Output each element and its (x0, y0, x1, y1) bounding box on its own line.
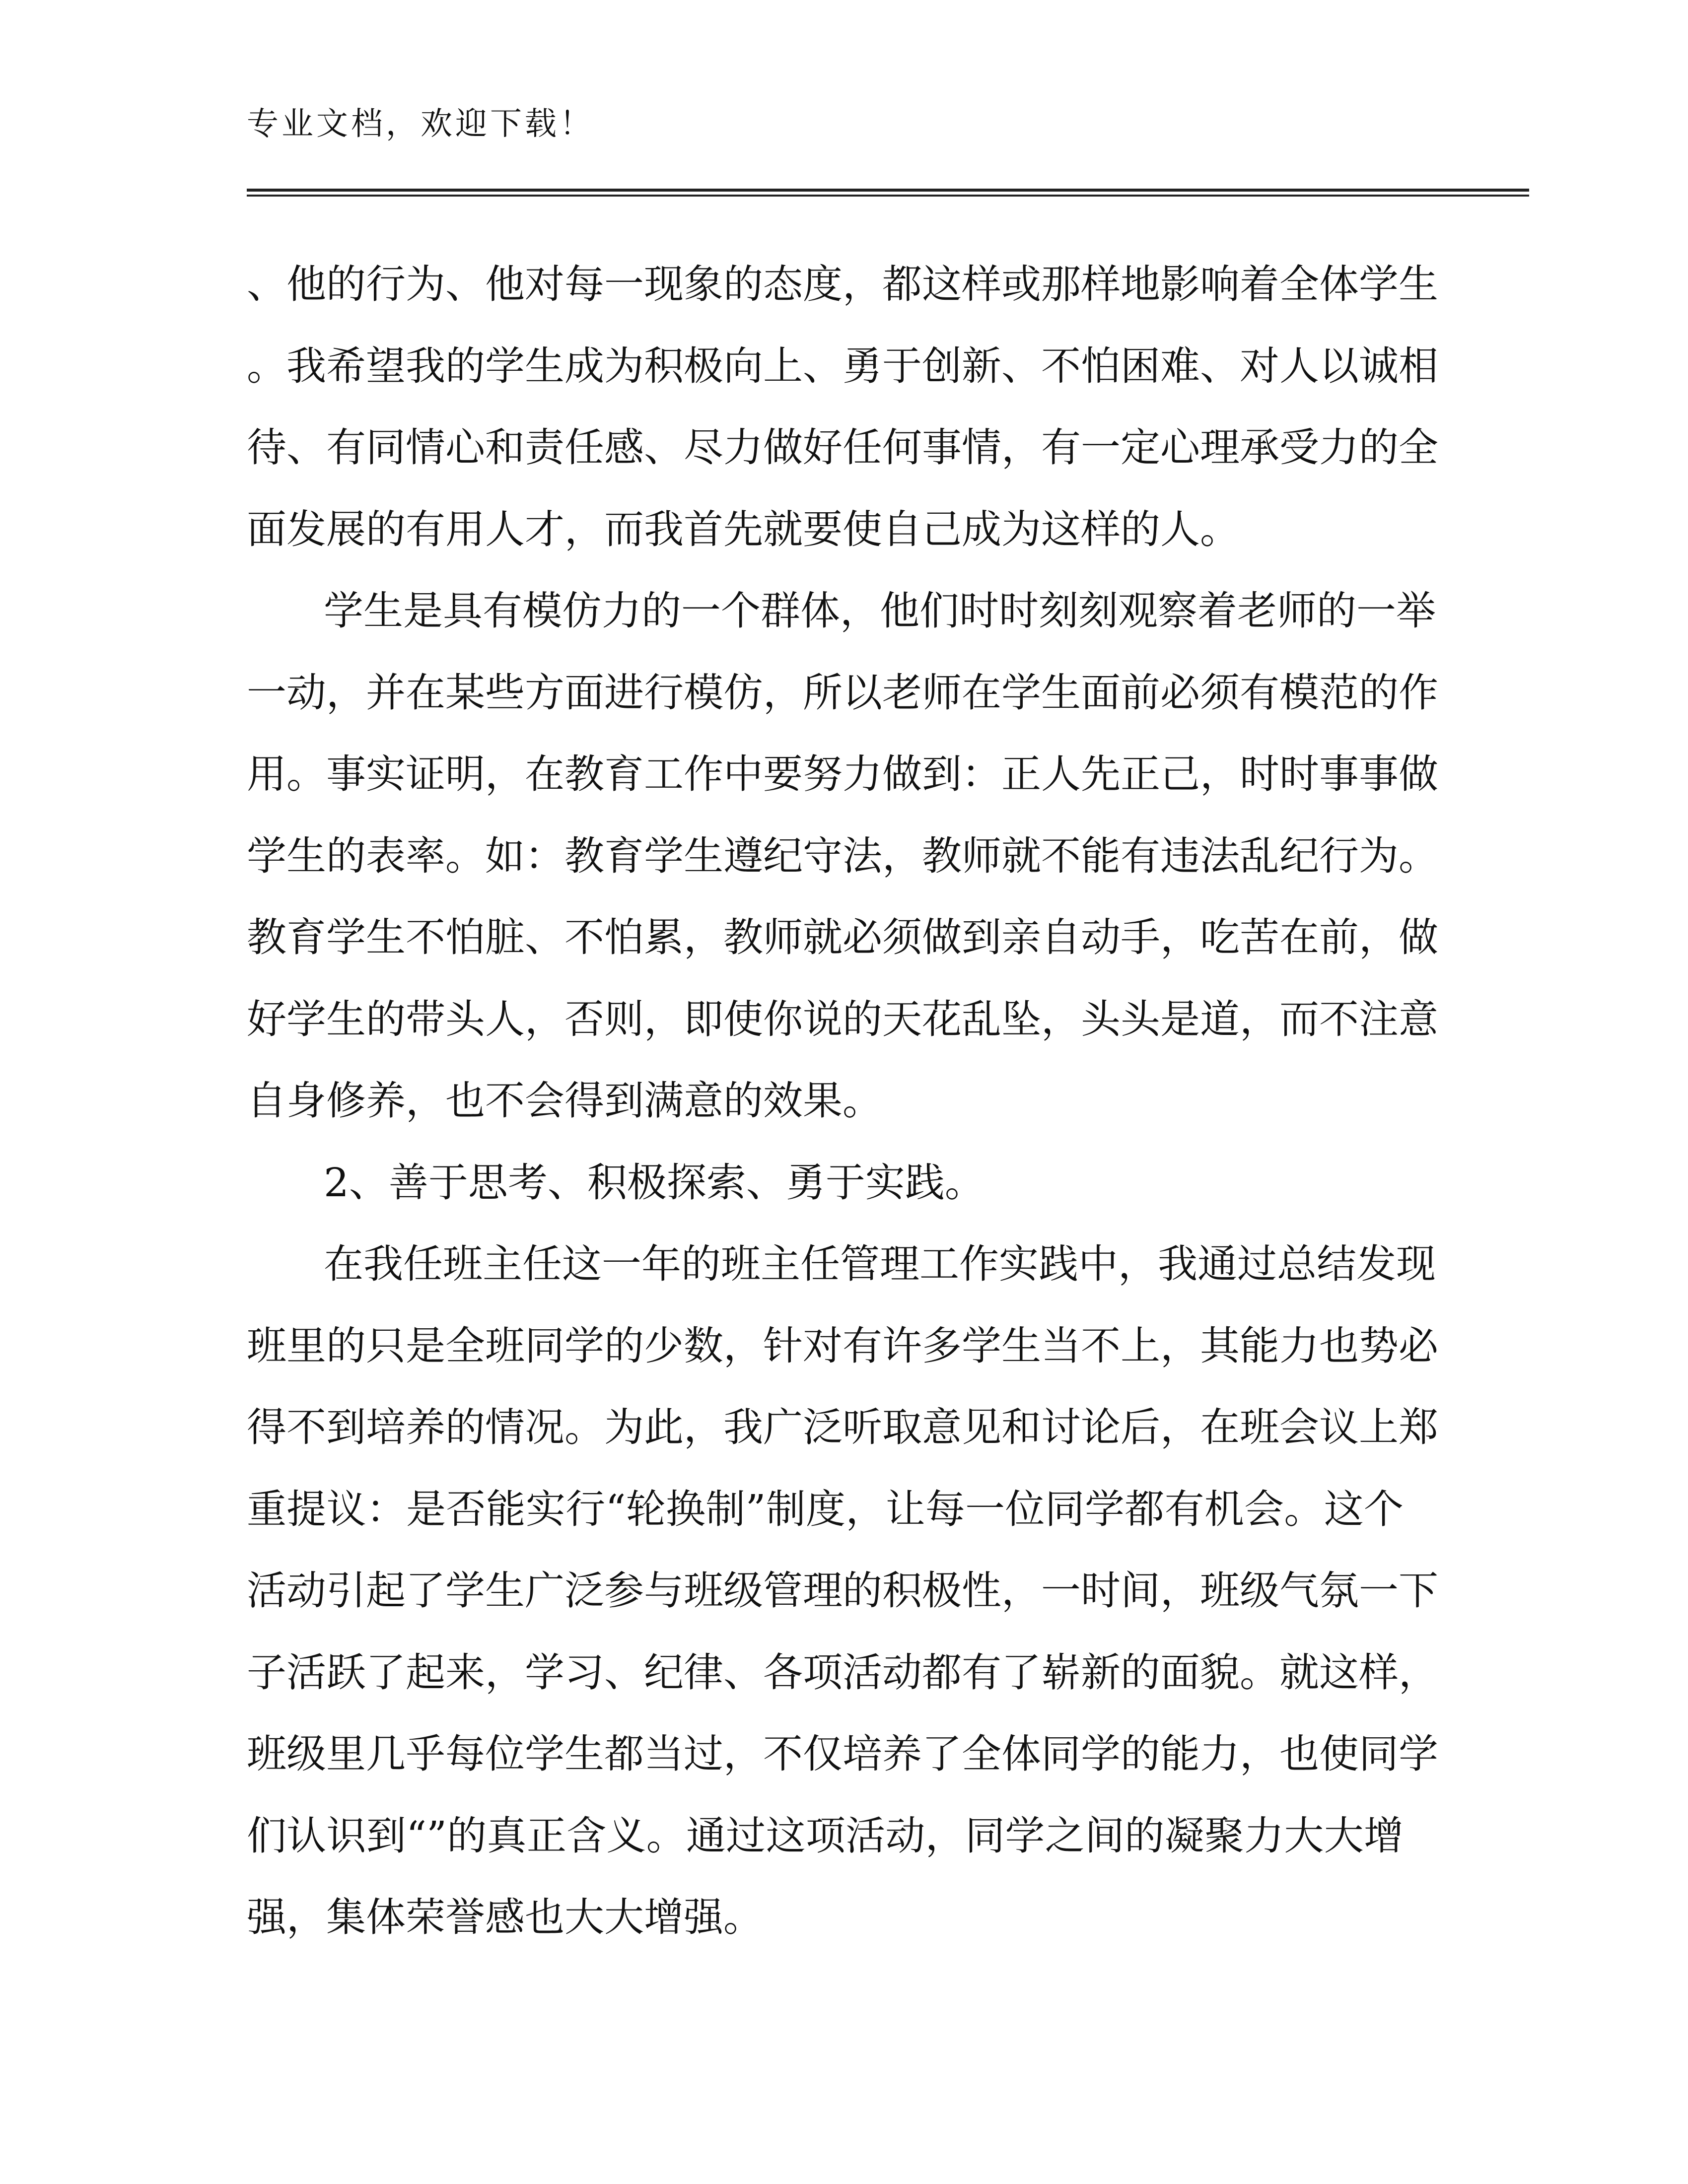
body-line: 一动，并在某些方面进行模仿，所以老师在学生面前必须有模范的作 (247, 669, 1438, 716)
body-line: 班里的只是全班同学的少数，针对有许多学生当不上，其能力也势必 (247, 1322, 1438, 1369)
body-line: 强，集体荣誉感也大大增强。 (247, 1894, 763, 1940)
page-header: 专业文档，欢迎下载！ (247, 106, 594, 142)
body-line: 用。事实证明，在教育工作中要努力做到：正人先正己，时时事事做 (247, 751, 1438, 797)
body-line: 学生的表率。如：教育学生遵纪守法，教师就不能有违法乱纪行为。 (247, 832, 1438, 879)
body-line: 学生是具有模仿力的一个群体，他们时时刻刻观察着老师的一举 (324, 588, 1436, 634)
header-rule-thick (247, 189, 1529, 192)
body-line: 得不到培养的情况。为此，我广泛听取意见和讨论后，在班会议上郑 (247, 1404, 1438, 1450)
body-line: 重提议：是否能实行“轮换制”制度，让每一位同学都有机会。这个 (247, 1486, 1404, 1532)
body-line: 好学生的带头人，否则，即使你说的天花乱坠，头头是道，而不注意 (247, 996, 1438, 1042)
body-line: 待、有同情心和责任感、尽力做好任何事情，有一定心理承受力的全 (247, 424, 1438, 471)
body-line: 班级里几乎每位学生都当过，不仅培养了全体同学的能力，也使同学 (247, 1731, 1438, 1777)
body-line: 。我希望我的学生成为积极向上、勇于创新、不怕困难、对人以诚相 (247, 342, 1438, 389)
body-line: 自身修养，也不会得到满意的效果。 (247, 1078, 882, 1124)
body-line: 在我任班主任这一年的班主任管理工作实践中，我通过总结发现 (324, 1241, 1436, 1287)
body-line: 子活跃了起来，学习、纪律、各项活动都有了崭新的面貌。就这样， (247, 1649, 1438, 1696)
body-line: 、他的行为、他对每一现象的态度，都这样或那样地影响着全体学生 (247, 261, 1438, 307)
body-line: 们认识到“”的真正含义。通过这项活动，同学之间的凝聚力大大增 (247, 1812, 1404, 1859)
body-line: 教育学生不怕脏、不怕累，教师就必须做到亲自动手，吃苦在前，做 (247, 914, 1438, 960)
header-rule-thin (247, 195, 1529, 197)
body-line: 面发展的有用人才，而我首先就要使自己成为这样的人。 (247, 506, 1240, 552)
body-line: 2、善于思考、积极探索、勇于实践。 (324, 1159, 985, 1206)
body-line: 活动引起了学生广泛参与班级管理的积极性，一时间，班级气氛一下 (247, 1568, 1438, 1614)
